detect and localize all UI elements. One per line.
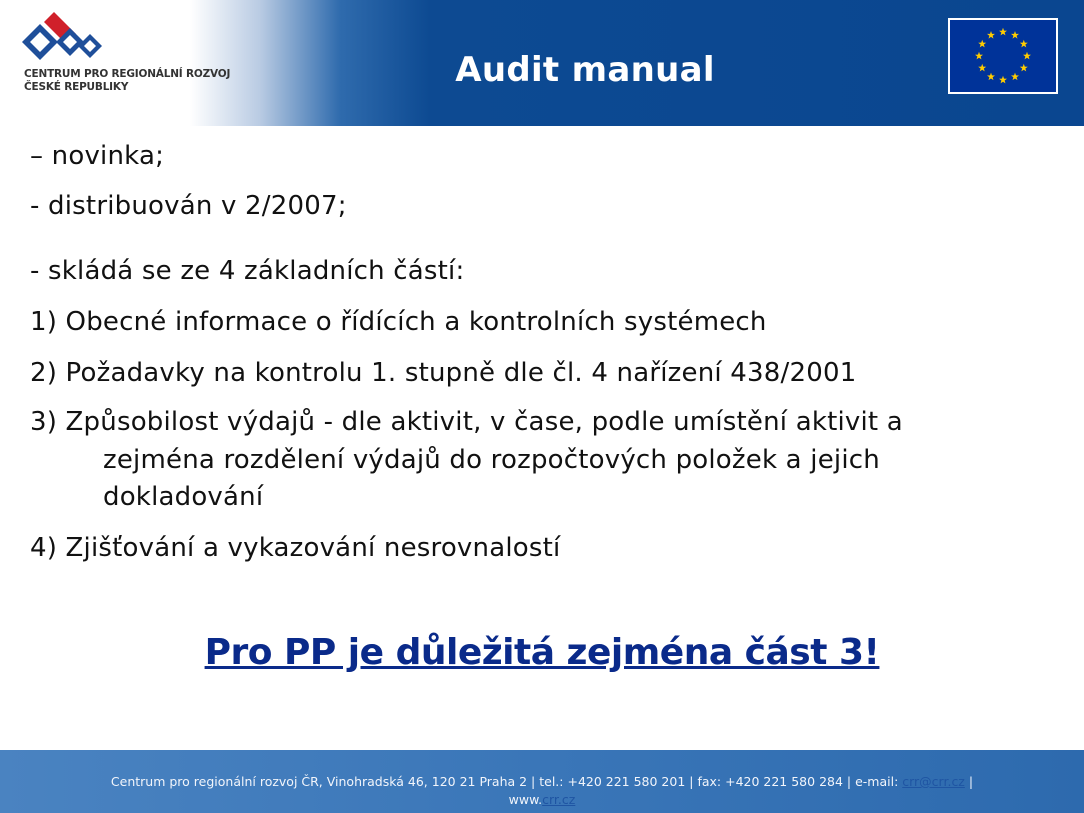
list-item-4: 4) Zjišťování a vykazování nesrovnalostí	[30, 533, 561, 563]
footer-web-line	[0, 792, 1084, 807]
footer-web-prefix: www.	[508, 792, 543, 807]
footer-web-link[interactable]: crr.cz	[542, 792, 576, 807]
footer-contact-line	[0, 774, 1084, 789]
highlight-note: Pro PP je důležitá zejména část 3!	[204, 632, 880, 673]
bullet-distribution: - distribuován v 2/2007;	[30, 191, 347, 221]
footer-email-link[interactable]: crr@crr.cz	[902, 774, 965, 789]
list-item-3-continuation-2: dokladování	[103, 482, 264, 512]
logo-text-line1: CENTRUM PRO REGIONÁLNÍ ROZVOJ	[24, 68, 231, 80]
list-item-3-continuation: zejména rozdělení výdajů do rozpočtových položek a jejich	[103, 445, 880, 475]
list-item-1: 1) Obecné informace o řídících a kontrolních systémech	[30, 307, 767, 337]
slide-title: Audit manual	[455, 50, 715, 90]
list-item-3: 3) Způsobilost výdajů - dle aktivit, v čase, podle umístění aktivit a	[30, 407, 903, 437]
footer-contact-suffix: |	[964, 774, 974, 789]
slide-footer	[0, 750, 1084, 813]
footer-contact-text: Centrum pro regionální rozvoj ČR, Vinohradská 46, 120 21 Praha 2 | tel.: +420 221 580 201 | fax: +420 221 580 284 | e-mail:	[110, 774, 903, 789]
logo-text-line2: ČESKÉ REPUBLIKY	[24, 81, 129, 93]
bullet-parts-intro: - skládá se ze 4 základních částí:	[30, 256, 465, 286]
list-item-2: 2) Požadavky na kontrolu 1. stupně dle čl. 4 nařízení 438/2001	[30, 358, 857, 388]
bullet-novinka: – novinka;	[30, 141, 165, 171]
